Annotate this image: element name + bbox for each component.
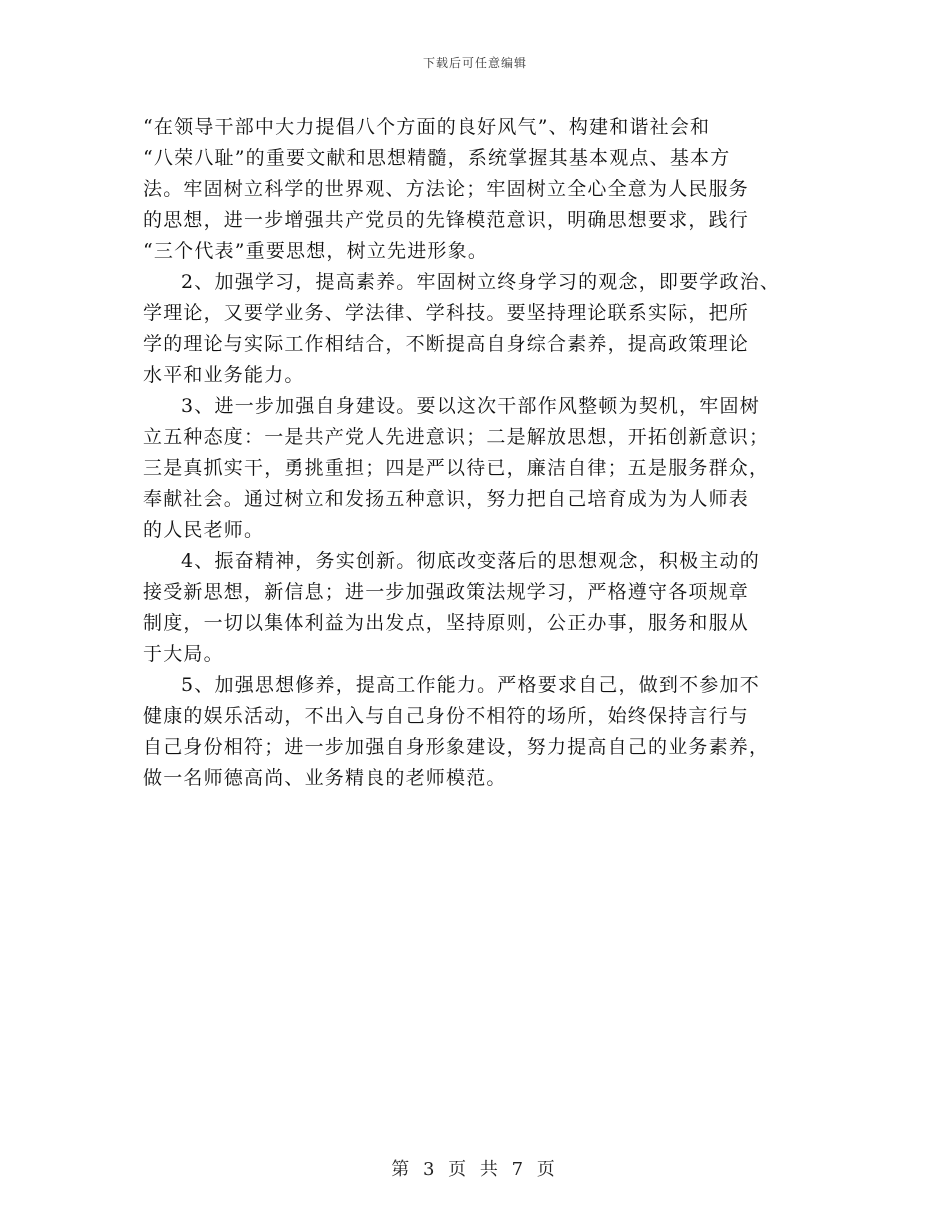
text-line: 自己身份相符；进一步加强自身形象建设，努力提高自己的业务素养， [143,736,770,758]
text-line: 立五种态度：一是共产党人先进意识；二是解放思想，开拓创新意识； [143,426,770,448]
text-line: 接受新思想，新信息；进一步加强政策法规学习，严格遵守各项规章 [143,581,750,603]
text-line: 的思想，进一步增强共产党员的先锋模范意识，明确思想要求，践行 [143,209,750,231]
text-line: “八荣八耻”的重要文献和思想精髓，系统掌握其基本观点、基本方 [143,147,731,169]
page-header: 下载后可任意编辑 [422,56,527,70]
paragraph-3-start: 3、进一步加强自身建设。要以这次干部作风整顿为契机，牢固树 [181,395,760,417]
text-line: 学理论，又要学业务、学法律、学科技。要坚持理论联系实际，把所 [143,302,750,324]
text-line: 学的理论与实际工作相结合，不断提高自身综合素养，提高政策理论 [143,333,750,355]
paragraph-5-start: 5、加强思想修养，提高工作能力。严格要求自己，做到不参加不 [181,674,760,696]
text-line: 健康的娱乐活动，不出入与自己身份不相符的场所，始终保持言行与 [143,705,750,727]
paragraph-4-start: 4、振奋精神，务实创新。彻底改变落后的思想观念，积极主动的 [181,550,760,572]
text-line: 制度，一切以集体利益为出发点，坚持原则，公正办事，服务和服从 [143,612,750,634]
document-body [143,112,823,794]
text-line: “在领导干部中大力提倡八个方面的良好风气”、构建和谐社会和 [143,116,711,138]
text-line: 水平和业务能力。 [143,364,305,386]
text-line: “三个代表”重要思想，树立先进形象。 [143,240,489,262]
text-line: 的人民老师。 [143,519,265,541]
text-line: 三是真抓实干，勇挑重担；四是严以待已，廉洁自律；五是服务群众， [143,457,770,479]
page-number-footer: 第 3 页 共 7 页 [391,1159,559,1180]
text-line: 法。牢固树立科学的世界观、方法论；牢固树立全心全意为人民服务 [143,178,750,200]
text-line: 于大局。 [143,643,224,665]
paragraph-2-start: 2、加强学习，提高素养。牢固树立终身学习的观念，即要学政治、 [181,271,781,293]
text-line: 奉献社会。通过树立和发扬五种意识，努力把自己培育成为为人师表 [143,488,750,510]
text-line: 做一名师德高尚、业务精良的老师模范。 [143,767,507,789]
